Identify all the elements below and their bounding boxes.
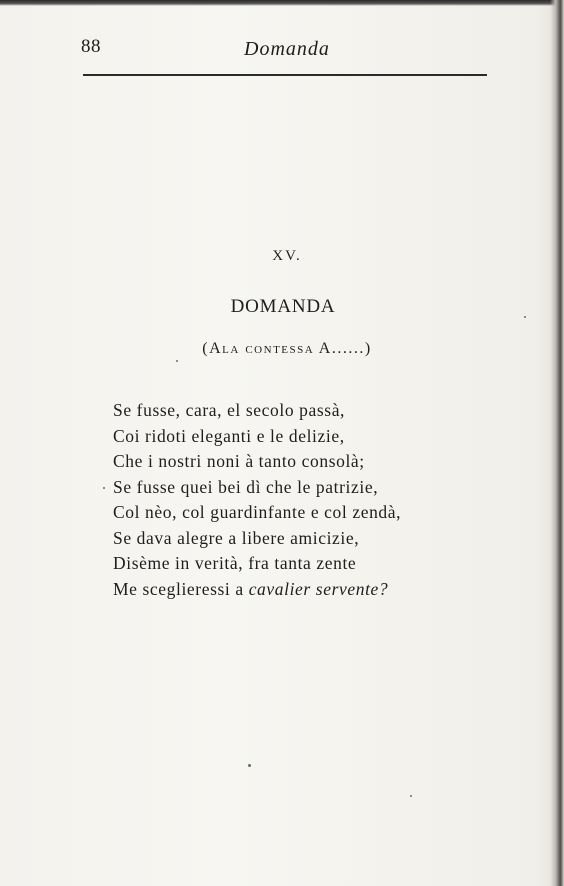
page-binding-edge bbox=[550, 0, 564, 886]
poem-line-text: Coi ridoti eleganti e le delizie, bbox=[113, 425, 345, 446]
poem-line bbox=[113, 424, 443, 450]
poem-line bbox=[113, 500, 443, 526]
poem-line-text: Se fusse, cara, el secolo passà, bbox=[113, 400, 346, 420]
page-number: 88 bbox=[81, 36, 101, 57]
header-rule bbox=[83, 74, 487, 76]
poem-dedication: (Ala contessa A......) bbox=[202, 340, 372, 357]
poem-line-text: Che i nostri noni à tanto consolà; bbox=[113, 451, 365, 471]
paper-speck bbox=[176, 360, 178, 362]
paper-speck bbox=[410, 795, 412, 797]
poem-line-text: Disème in verità, fra tanta zente bbox=[113, 553, 357, 573]
poem-line-text: Me sceglieressi a bbox=[113, 578, 249, 599]
paper-speck bbox=[248, 764, 251, 767]
poem-line-italic: cavalier servente? bbox=[248, 578, 389, 599]
poem-line bbox=[113, 449, 443, 475]
poem-line bbox=[113, 398, 443, 424]
paper-speck bbox=[103, 487, 105, 489]
poem-line-text: Col nèo, col guardinfante e col zendà, bbox=[113, 502, 402, 522]
poem-line bbox=[113, 526, 443, 552]
poem-title: DOMANDA bbox=[230, 296, 336, 317]
poem-line bbox=[113, 577, 443, 603]
poem-line-text: Se fusse quei bei dì che le patrizie, bbox=[113, 476, 379, 497]
paper-speck bbox=[524, 316, 526, 318]
poem-line-text: Se dava alegre a libere amicizie, bbox=[113, 527, 360, 548]
section-number: XV. bbox=[272, 248, 302, 264]
running-title: Domanda bbox=[244, 38, 330, 60]
poem-body bbox=[113, 398, 443, 602]
poem-line bbox=[113, 551, 443, 577]
poem-line bbox=[113, 475, 443, 501]
page-top-edge bbox=[0, 0, 564, 6]
